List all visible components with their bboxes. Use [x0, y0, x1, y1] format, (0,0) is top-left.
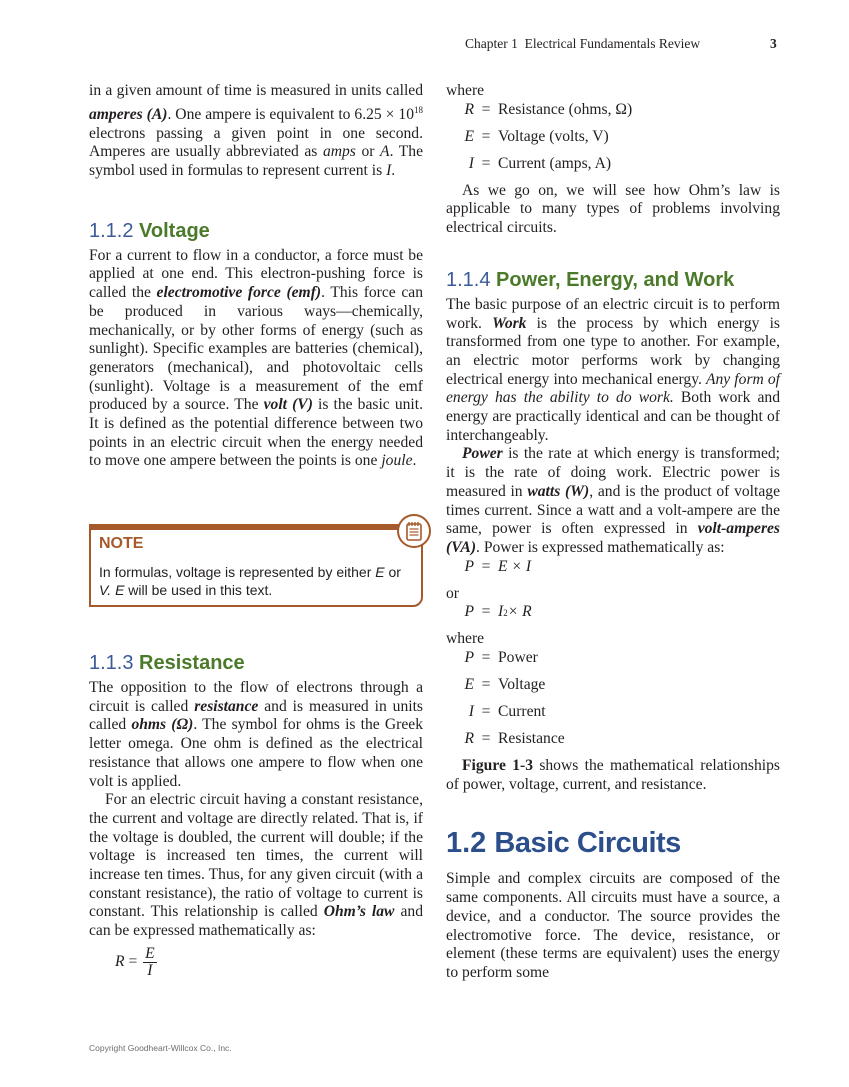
definition-row: [446, 730, 780, 757]
heading-voltage: 1.1.2 Voltage: [89, 219, 210, 242]
resistance-paragraph-2: For an electric circuit having a constant resistance, the current and voltage are directly related. That is, if the voltage is doubled, the current will double; if the voltage is increased ten times, the current will increase ten times. Thus, for any given circuit (with a constant resistance), the ratio of voltage to current is constant. This relationship is called Ohm’s law and can be expressed mathematically as:: [89, 791, 423, 940]
definition-desc: Resistance (ohms, Ω): [498, 100, 633, 118]
resistance-paragraph-1: The opposition to the flow of electrons through a circuit is called resistance and is measured in units called ohms (Ω). The symbol for ohms is the Greek letter omega. One ohm is defined as the electrical resistance that allows one ampere to flow when one volt is applied.: [89, 679, 424, 790]
definition-desc: Power: [498, 649, 538, 667]
definition-row: [446, 128, 780, 155]
note-box: [89, 524, 423, 607]
power-paragraph-2: Power is the rate at which energy is transformed; it is the rate of doing work. Electric power is measured in watts (W), and is the product of voltage times current. Since a watt and a volt-ampere are the same, power is often expressed in volt-amperes (VA). Power is expressed mathematically as:: [446, 445, 780, 556]
definition-row: [446, 155, 780, 182]
definition-desc: Current (amps, A): [498, 154, 612, 172]
intro-paragraph: in a given amount of time is measured in units called amperes (A). One ampere is equivalent to $6.25 \times 10^{18}$ electrons passing a given point in one second. Amperes are usually abbreviated as amps or A. The symbol used in formulas to represent current is I.: [89, 82, 424, 179]
note-text: In formulas, voltage is represented by either E or V. E will be used in this text.: [99, 564, 401, 598]
definition-sym: R: [464, 730, 474, 748]
definition-sym: E: [464, 127, 474, 145]
ohms-law-equation: R = $\frac{E}{I}$: [115, 945, 155, 980]
definition-sym: R: [464, 100, 474, 118]
definition-sym: E: [464, 676, 474, 694]
basic-circuits-paragraph: Simple and complex circuits are composed of the same components. All circuits must have a source, a device, and a conductor. The source provides the electromotive force. The device, resistance, or element (these terms are equivalent) uses the energy to perform some: [446, 870, 780, 981]
definition-desc: Voltage (volts, V): [498, 127, 609, 145]
definition-eq: =: [481, 730, 491, 748]
note-top-rule: [91, 526, 403, 530]
definition-list-2: [446, 649, 780, 757]
definition-sym: I: [468, 154, 474, 172]
definition-sym: I: [468, 703, 474, 721]
copyright-footer: Copyright Goodheart-Willcox Co., Inc.: [89, 1043, 232, 1053]
power-equation-2: P = I 2 × R: [464, 603, 532, 621]
header-chapter-title: Electrical Fundamentals Review: [524, 36, 701, 51]
figure-link[interactable]: Figure 1-3: [462, 757, 533, 775]
definition-desc: Current: [498, 703, 546, 721]
definition-row: [446, 676, 780, 703]
running-header: [465, 36, 700, 52]
definition-desc: Voltage: [498, 676, 546, 694]
note-label: NOTE: [99, 535, 144, 552]
where-label-2: where: [446, 630, 485, 648]
page-number: 3: [770, 36, 777, 51]
heading-basic-circuits: 1.2 Basic Circuits: [446, 827, 681, 860]
definition-row: [446, 649, 780, 676]
definition-sym: P: [464, 649, 474, 667]
left-column-top: [89, 82, 423, 471]
notepad-icon: [397, 514, 431, 548]
ohm-summary-paragraph: As we go on, we will see how Ohm’s law is applicable to many types of problems involving electrical circuits.: [446, 181, 780, 237]
definition-eq: =: [481, 649, 491, 667]
left-column-bottom: [89, 651, 423, 981]
term-amperes: amperes (A): [89, 105, 168, 123]
definition-row: [446, 703, 780, 730]
definition-list-1: [446, 101, 780, 182]
definition-eq: =: [481, 127, 491, 145]
figure-reference-paragraph: Figure 1-3 shows the mathematical relationships of power, voltage, current, and resistance.: [446, 757, 780, 793]
definition-eq: =: [481, 154, 491, 172]
definition-eq: =: [481, 100, 491, 118]
fraction: $\frac{E}{I}$: [145, 945, 155, 980]
power-paragraph-1: The basic purpose of an electric circuit is to perform work. Work is the process by which energy is transformed from one type to another. For example, an electric motor performs work by changing electrical energy into mechanical energy. Any form of energy has the ability to do work. Both work and energy are practically identical and can be thought of interchangeably.: [446, 295, 780, 444]
where-label-1: where: [446, 82, 485, 99]
right-column: [446, 82, 780, 983]
heading-power: 1.1.4 Power, Energy, and Work: [446, 268, 735, 291]
definition-desc: Resistance: [498, 730, 565, 748]
header-chapter: Chapter 1: [465, 36, 518, 51]
or-label: or: [446, 584, 459, 602]
definition-eq: =: [481, 676, 491, 694]
definition-row: [446, 101, 780, 128]
definition-eq: =: [481, 703, 491, 721]
power-equation-1: P = E × I: [464, 557, 532, 575]
heading-resistance: 1.1.3 Resistance: [89, 652, 245, 674]
voltage-paragraph: For a current to flow in a conductor, a force must be applied at one end. This electron-pushing force is called the electromotive force (emf). This force can be produced in various ways—chemically, mechanically, or by other forms of energy (such as sunlight). Specific examples are batteries (chemical), generators (mechanical), and photovoltaic cells (sunlight). Voltage is a measurement of the emf produced by a source. The volt (V) is the basic unit. It is defined as the potential difference between two points in an electric circuit when the energy needed to move one ampere between the points is one joule.: [89, 246, 423, 470]
